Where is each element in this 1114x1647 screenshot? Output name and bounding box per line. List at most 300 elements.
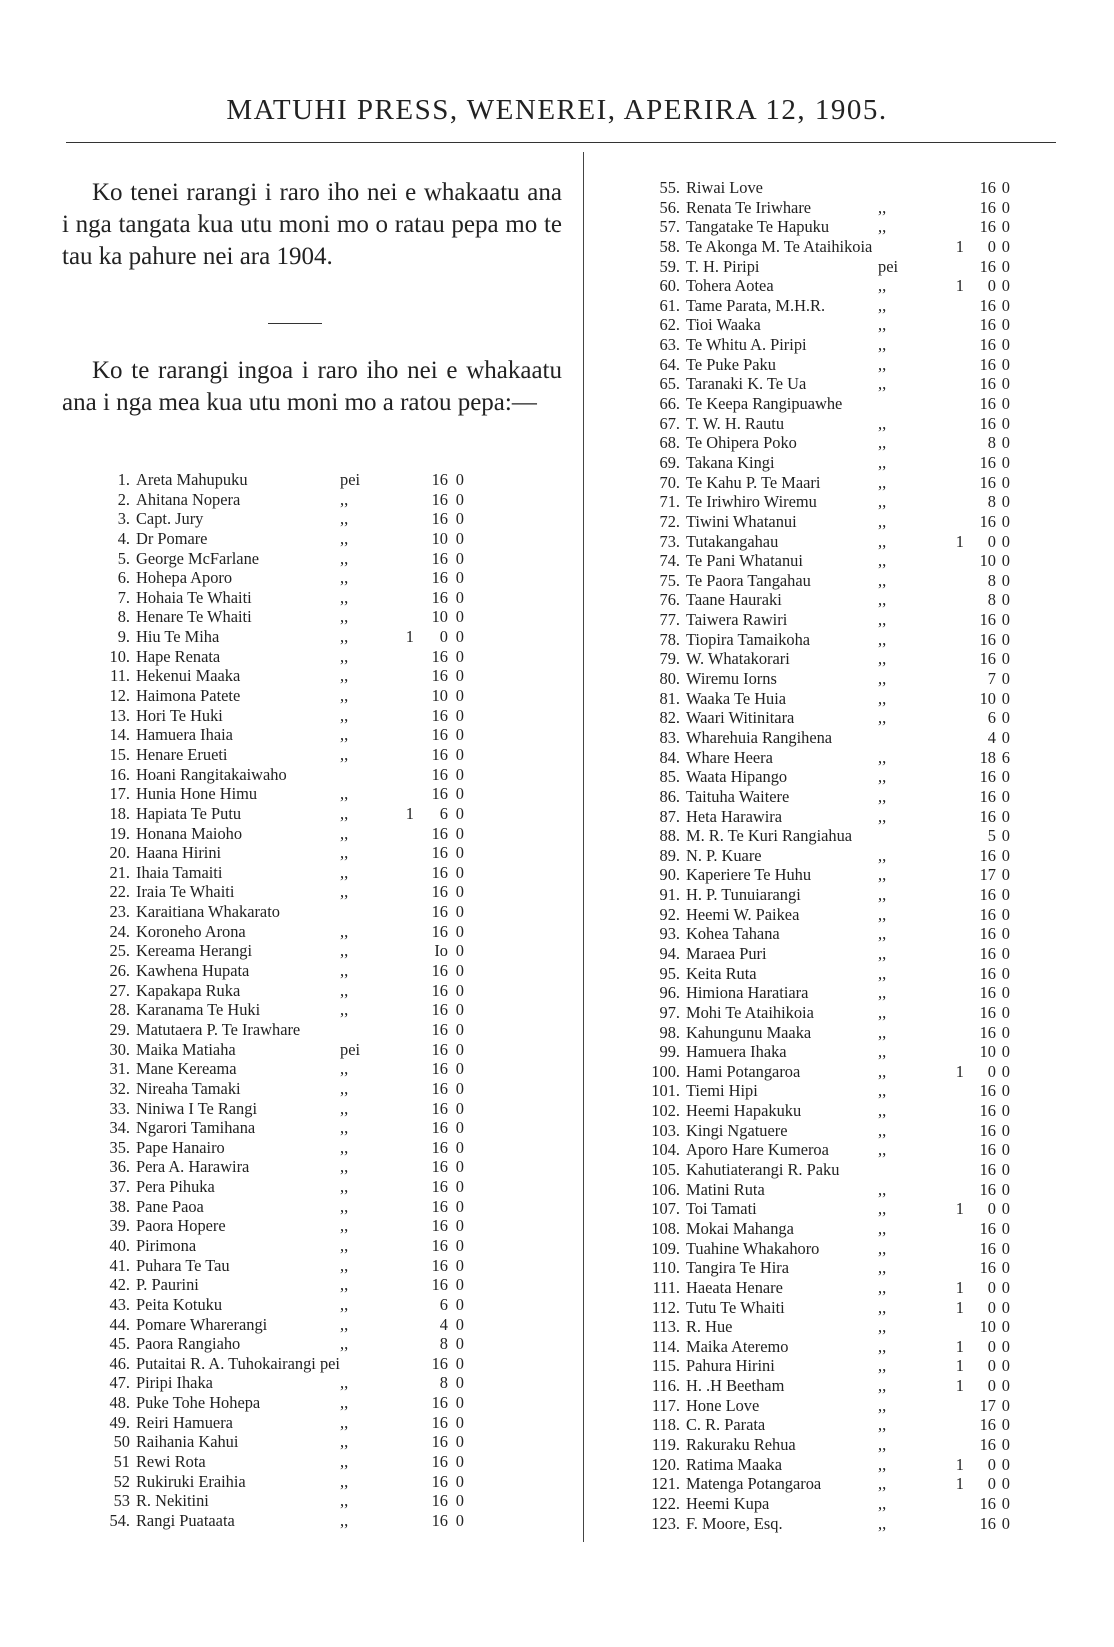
amount-pence: 0: [1001, 452, 1010, 472]
subscriber-name: Paora Hopere: [136, 1216, 226, 1236]
subscriber-name: Henare Te Whaiti: [136, 607, 252, 627]
entry-number: 29.: [109, 1019, 130, 1039]
subscriber-name: Hunia Hone Himu: [136, 784, 258, 804]
subscriber-name: Kahungunu Maaka: [686, 1022, 812, 1042]
amount-shillings: Io: [434, 941, 448, 961]
amount-shillings: 16: [979, 413, 996, 433]
entry-number: 79.: [659, 649, 680, 669]
amount-pounds: 1: [955, 1297, 964, 1317]
subscriber-name: Piripi Ihaka: [136, 1373, 213, 1393]
amount-shillings: 16: [979, 629, 996, 649]
entry-number: 94.: [659, 943, 680, 963]
subscriber-row: [640, 433, 1070, 453]
ditto-mark: ,,: [340, 1255, 349, 1275]
subscriber-name: Renata Te Iriwhare: [686, 197, 812, 217]
entry-number: 118.: [651, 1415, 680, 1435]
amount-shillings: 8: [987, 492, 996, 512]
subscriber-row: [90, 863, 520, 883]
amount-shillings: 16: [979, 786, 996, 806]
subscriber-name: Te Paora Tangahau: [686, 570, 811, 590]
subscriber-row: [90, 509, 520, 529]
subscriber-row: [90, 981, 520, 1001]
ditto-mark: ,,: [340, 862, 349, 882]
subscriber-name: Whare Heera: [686, 747, 773, 767]
subscriber-row: [90, 922, 520, 942]
amount-pence: 0: [455, 1275, 464, 1295]
ditto-mark: ,,: [878, 335, 887, 355]
subscriber-name: Heemi Kupa: [686, 1493, 770, 1513]
subscriber-row: [90, 843, 520, 863]
subscriber-name: Karaitiana Whakarato: [136, 902, 280, 922]
ditto-mark: ,,: [878, 1277, 887, 1297]
subscriber-name: Kahutiaterangi R. Paku: [686, 1160, 840, 1180]
amount-pence: 0: [455, 470, 464, 489]
subscriber-row: [640, 1062, 1070, 1082]
amount-shillings: 16: [431, 843, 448, 863]
subscriber-row: [90, 1432, 520, 1452]
subscriber-row: [90, 647, 520, 667]
amount-shillings: 16: [431, 1157, 448, 1177]
subscriber-name: Tiemi Hipi: [686, 1081, 758, 1101]
ditto-mark: ,,: [340, 725, 349, 745]
intro-paragraph-1: Ko tenei rarangi i raro iho nei e whakaatu ana i nga tangata kua utu moni mo o ratau pepa mo te tau ka pahure nei ara 1904.: [62, 179, 562, 270]
subscriber-name: Te Keepa Rangipuawhe: [686, 394, 843, 414]
entry-number: 17.: [109, 784, 130, 804]
subscriber-name: Kapakapa Ruka: [136, 980, 241, 1000]
ditto-mark: ,,: [340, 961, 349, 981]
entry-number: 34.: [109, 1118, 130, 1138]
entry-number: 58.: [659, 236, 680, 256]
entry-number: 69.: [659, 452, 680, 472]
subscriber-name: Tutakangahau: [686, 531, 779, 551]
amount-pence: 0: [455, 1137, 464, 1157]
amount-pence: 0: [1001, 1317, 1010, 1337]
subscriber-name: Tiopira Tamaikoha: [686, 629, 811, 649]
amount-pence: 0: [1001, 1258, 1010, 1278]
entry-number: 57.: [659, 217, 680, 237]
subscriber-name: Tuahine Whakahoro: [686, 1238, 820, 1258]
subscriber-name: George McFarlane: [136, 548, 260, 568]
entry-number: 60.: [659, 276, 680, 296]
ditto-mark: ,,: [878, 1356, 887, 1376]
entry-number: 4.: [117, 528, 130, 548]
subscriber-row: [90, 1059, 520, 1079]
ditto-mark: ,,: [340, 1452, 349, 1472]
amount-pence: 0: [455, 666, 464, 686]
subscriber-row: [640, 1140, 1070, 1160]
amount-pence: 0: [455, 686, 464, 706]
amount-pence: 0: [1001, 413, 1010, 433]
ditto-mark: ,,: [340, 587, 349, 607]
amount-shillings: 16: [979, 806, 996, 826]
amount-pence: 0: [1001, 394, 1010, 414]
amount-shillings: 16: [431, 1393, 448, 1413]
entry-number: 2.: [117, 489, 130, 509]
subscriber-row: [640, 1278, 1070, 1298]
amount-shillings: 16: [431, 1196, 448, 1216]
amount-shillings: 16: [431, 784, 448, 804]
amount-pence: 0: [1001, 1101, 1010, 1121]
ditto-mark: ,,: [878, 1199, 887, 1219]
amount-pence: 0: [1001, 511, 1010, 531]
ditto-mark: ,,: [340, 921, 349, 941]
ditto-mark: ,,: [340, 1216, 349, 1236]
amount-shillings: 16: [979, 885, 996, 905]
amount-shillings: 16: [979, 904, 996, 924]
ditto-mark: ,,: [340, 1078, 349, 1098]
entry-number: 73.: [659, 531, 680, 551]
subscriber-name: Maika Ateremo: [686, 1336, 789, 1356]
ditto-mark: ,,: [878, 551, 887, 571]
amount-pence: 0: [455, 764, 464, 784]
subscriber-row: [640, 1239, 1070, 1259]
entry-number: 84.: [659, 747, 680, 767]
amount-pence: 0: [1001, 1218, 1010, 1238]
subscriber-name: Henare Erueti: [136, 744, 228, 764]
amount-shillings: 16: [431, 548, 448, 568]
entry-number: 85.: [659, 767, 680, 787]
subscriber-name: Pahura Hirini: [686, 1356, 775, 1376]
subscriber-row: [90, 529, 520, 549]
entry-number: 122.: [651, 1493, 680, 1513]
amount-pence: 0: [1001, 1061, 1010, 1081]
subscriber-name: Hamuera Ihaia: [136, 725, 233, 745]
subscriber-name: Te Kahu P. Te Maari: [686, 472, 821, 492]
subscriber-name: Hone Love: [686, 1395, 760, 1415]
subscriber-row: [90, 607, 520, 627]
entry-number: 81.: [659, 688, 680, 708]
amount-pence: 0: [1001, 1395, 1010, 1415]
ditto-mark: ,,: [340, 607, 349, 627]
subscriber-name: Matenga Potangaroa: [686, 1474, 822, 1494]
entry-number: 33.: [109, 1098, 130, 1118]
subscriber-row: [640, 1160, 1070, 1180]
subscriber-row: [90, 1275, 520, 1295]
column-divider: [583, 152, 584, 1542]
subscriber-name: Ihaia Tamaiti: [136, 862, 223, 882]
subscriber-row: [90, 1256, 520, 1276]
subscriber-name: Matini Ruta: [686, 1179, 765, 1199]
amount-shillings: 16: [431, 1216, 448, 1236]
amount-pence: 0: [1001, 649, 1010, 669]
amount-pence: 0: [455, 1294, 464, 1314]
subscriber-row: [640, 787, 1070, 807]
ditto-mark: ,,: [340, 646, 349, 666]
amount-pence: 0: [1001, 1435, 1010, 1454]
ditto-mark: ,,: [340, 1314, 349, 1334]
entry-number: 103.: [651, 1120, 680, 1140]
amount-shillings: 16: [431, 587, 448, 607]
entry-number: 45.: [109, 1334, 130, 1354]
subscriber-name: Pera A. Harawira: [136, 1157, 250, 1177]
subscriber-name: Honana Maioho: [136, 823, 243, 843]
subscriber-row: [90, 1040, 520, 1060]
ditto-mark: ,,: [340, 1334, 349, 1354]
entry-number: 21.: [109, 862, 130, 882]
amount-shillings: 16: [979, 610, 996, 630]
amount-pence: 0: [455, 941, 464, 961]
ditto-mark: ,,: [878, 472, 887, 492]
amount-pence: 0: [455, 587, 464, 607]
amount-shillings: 16: [431, 666, 448, 686]
entry-number: 40.: [109, 1235, 130, 1255]
amount-shillings: 18: [979, 747, 996, 767]
amount-shillings: 16: [431, 921, 448, 941]
entry-number: 77.: [659, 610, 680, 630]
entry-number: 23.: [109, 902, 130, 922]
subscriber-name: Pirimona: [136, 1235, 197, 1255]
amount-pence: 0: [455, 1019, 464, 1039]
amount-shillings: 8: [987, 570, 996, 590]
amount-pence: 0: [455, 1255, 464, 1275]
subscriber-name: Riwai Love: [686, 178, 763, 197]
amount-pence: 0: [455, 1510, 464, 1530]
subscriber-row: [640, 649, 1070, 669]
entry-number: 109.: [651, 1238, 680, 1258]
amount-shillings: 16: [431, 1452, 448, 1472]
amount-shillings: 16: [431, 862, 448, 882]
amount-shillings: 16: [431, 882, 448, 902]
ditto-mark: ,,: [340, 882, 349, 902]
amount-shillings: 16: [979, 374, 996, 394]
amount-pence: 0: [1001, 1120, 1010, 1140]
amount-shillings: 16: [979, 335, 996, 355]
entry-number: 76.: [659, 590, 680, 610]
amount-shillings: 16: [431, 1098, 448, 1118]
amount-pence: 0: [1001, 845, 1010, 865]
subscriber-name: Te Akonga M. Te Ataihikoia: [686, 236, 873, 256]
entry-number: 54.: [109, 1510, 130, 1530]
subscriber-row: [640, 315, 1070, 335]
entry-number: 120.: [651, 1454, 680, 1474]
amount-pence: 0: [455, 1118, 464, 1138]
amount-pence: 0: [455, 921, 464, 941]
amount-pence: 0: [455, 882, 464, 902]
ditto-mark: ,,: [878, 315, 887, 335]
subscriber-name: Tohera Aotea: [686, 276, 774, 296]
subscriber-name: Peita Kotuku: [136, 1294, 223, 1314]
entry-number: 31.: [109, 1059, 130, 1079]
amount-pence: 0: [1001, 708, 1010, 728]
ditto-mark: ,,: [878, 610, 887, 630]
entry-number: 115.: [651, 1356, 680, 1376]
amount-shillings: 0: [987, 1277, 996, 1297]
subscriber-name: R. Nekitini: [136, 1491, 209, 1511]
subscriber-name: Aporo Hare Kumeroa: [686, 1140, 829, 1160]
amount-pence: 0: [1001, 1454, 1010, 1474]
subscriber-row: [640, 846, 1070, 866]
entry-number: 55.: [659, 178, 680, 197]
subscriber-row: [90, 1000, 520, 1020]
subscriber-name: Puhara Te Tau: [136, 1255, 230, 1275]
subscriber-row: [640, 826, 1070, 846]
amount-shillings: 10: [979, 1042, 996, 1062]
subscriber-row: [640, 630, 1070, 650]
subscriber-row: [640, 1101, 1070, 1121]
amount-pence: 0: [455, 784, 464, 804]
section-rule: [268, 323, 322, 324]
subscriber-row: [640, 1514, 1070, 1534]
amount-shillings: 16: [431, 1078, 448, 1098]
ditto-mark: ,,: [340, 1000, 349, 1020]
amount-pence: 0: [1001, 315, 1010, 335]
amount-shillings: 16: [431, 1177, 448, 1197]
subscriber-list-right: [640, 178, 1070, 1533]
entry-number: 8.: [117, 607, 130, 627]
subscriber-name: Pomare Wharerangi: [136, 1314, 268, 1334]
ditto-mark: ,,: [878, 1435, 887, 1454]
entry-number: 32.: [109, 1078, 130, 1098]
amount-pence: 0: [455, 627, 464, 647]
entry-number: 121.: [651, 1474, 680, 1494]
amount-shillings: 16: [979, 649, 996, 669]
amount-pence: 0: [1001, 1042, 1010, 1062]
amount-pence: 0: [455, 646, 464, 666]
entry-number: 91.: [659, 885, 680, 905]
ditto-mark: ,,: [340, 744, 349, 764]
ditto-mark: ,,: [340, 1373, 349, 1393]
subscriber-name: Himiona Haratiara: [686, 983, 809, 1003]
amount-pence: 0: [1001, 688, 1010, 708]
entry-number: 93.: [659, 924, 680, 944]
subscriber-row: [90, 1099, 520, 1119]
subscriber-row: [640, 1023, 1070, 1043]
entry-number: 86.: [659, 786, 680, 806]
ditto-mark: ,,: [340, 489, 349, 509]
subscriber-row: [640, 1180, 1070, 1200]
subscriber-name: Wharehuia Rangihena: [686, 727, 833, 747]
amount-pence: 0: [1001, 354, 1010, 374]
subscriber-row: [640, 512, 1070, 532]
entry-number: 101.: [651, 1081, 680, 1101]
entry-number: 13.: [109, 705, 130, 725]
subscriber-name: W. Whatakorari: [686, 649, 790, 669]
entry-number: 90.: [659, 865, 680, 885]
ditto-mark: ,,: [340, 1235, 349, 1255]
subscriber-row: [90, 902, 520, 922]
amount-pence: 0: [455, 1059, 464, 1079]
entry-number: 22.: [109, 882, 130, 902]
ditto-mark: ,,: [878, 492, 887, 512]
amount-pence: 0: [455, 725, 464, 745]
ditto-mark: ,,: [878, 1002, 887, 1022]
subscriber-row: [90, 961, 520, 981]
entry-number: 102.: [651, 1101, 680, 1121]
amount-shillings: 16: [431, 1000, 448, 1020]
amount-pence: 0: [1001, 1376, 1010, 1396]
ditto-mark: ,,: [340, 843, 349, 863]
amount-shillings: 16: [979, 767, 996, 787]
ditto-mark: ,,: [878, 747, 887, 767]
amount-shillings: 16: [979, 197, 996, 217]
amount-pence: 0: [455, 1491, 464, 1511]
subscriber-row: [640, 689, 1070, 709]
subscriber-name: Keita Ruta: [686, 963, 757, 983]
subscriber-row: [90, 490, 520, 510]
subscriber-name: Taranaki K. Te Ua: [686, 374, 807, 394]
amount-pence: 0: [1001, 1415, 1010, 1435]
entry-number: 37.: [109, 1177, 130, 1197]
amount-pence: 0: [455, 1373, 464, 1393]
subscriber-row: [640, 590, 1070, 610]
amount-pence: 0: [1001, 826, 1010, 846]
entry-number: 82.: [659, 708, 680, 728]
page-title: MATUHI PRESS, WENEREI, APERIRA 12, 1905.: [226, 94, 888, 126]
subscriber-row: [640, 1415, 1070, 1435]
amount-shillings: 10: [431, 686, 448, 706]
entry-number: 38.: [109, 1196, 130, 1216]
subscriber-row: [90, 1118, 520, 1138]
entry-number: 95.: [659, 963, 680, 983]
subscriber-name: P. Paurini: [136, 1275, 199, 1295]
amount-pence: 0: [455, 528, 464, 548]
ditto-mark: ,,: [878, 806, 887, 826]
ditto-mark: ,,: [878, 590, 887, 610]
subscriber-name: Kawhena Hupata: [136, 961, 250, 981]
ditto-mark: ,,: [878, 1317, 887, 1337]
subscriber-name: Putaitai R. A. Tuhokairangi pei: [136, 1353, 340, 1373]
amount-shillings: 0: [987, 1454, 996, 1474]
amount-shillings: 16: [979, 1493, 996, 1513]
subscriber-name: R. Hue: [686, 1317, 733, 1337]
ditto-mark: ,,: [878, 570, 887, 590]
amount-shillings: 0: [987, 1356, 996, 1376]
subscriber-name: H. .H Beetham: [686, 1376, 785, 1396]
amount-shillings: 8: [987, 433, 996, 453]
amount-pence: 0: [1001, 1199, 1010, 1219]
subscriber-name: Maraea Puri: [686, 943, 767, 963]
ditto-mark: ,,: [340, 1118, 349, 1138]
entry-number: 49.: [109, 1412, 130, 1432]
amount-pence: 0: [455, 1432, 464, 1452]
entry-number: 16.: [109, 764, 130, 784]
ditto-mark: ,,: [878, 413, 887, 433]
amount-pence: 0: [455, 489, 464, 509]
subscriber-row: [90, 1216, 520, 1236]
subscriber-row: [640, 473, 1070, 493]
subscriber-row: [90, 941, 520, 961]
ditto-mark: ,,: [878, 217, 887, 237]
entry-number: 119.: [651, 1435, 680, 1454]
amount-shillings: 6: [439, 1294, 448, 1314]
ditto-mark: ,,: [340, 509, 349, 529]
amount-pence: 0: [455, 1098, 464, 1118]
subscriber-name: M. R. Te Kuri Rangiahua: [686, 826, 853, 846]
subscriber-row: [90, 1354, 520, 1374]
entry-number: 30.: [109, 1039, 130, 1059]
subscriber-name: Takana Kingi: [686, 452, 775, 472]
subscriber-name: Kingi Ngatuere: [686, 1120, 788, 1140]
amount-pence: 0: [455, 509, 464, 529]
amount-pence: 0: [455, 961, 464, 981]
entry-number: 106.: [651, 1179, 680, 1199]
entry-number: 99.: [659, 1042, 680, 1062]
amount-shillings: 0: [439, 627, 448, 647]
ditto-mark: ,,: [878, 708, 887, 728]
subscriber-row: [90, 706, 520, 726]
ditto-mark: ,,: [878, 1238, 887, 1258]
entry-number: 63.: [659, 335, 680, 355]
subscriber-row: [640, 1298, 1070, 1318]
amount-pence: 0: [455, 862, 464, 882]
amount-pence: 0: [455, 1196, 464, 1216]
ditto-mark: ,,: [878, 197, 887, 217]
subscriber-name: Rakuraku Rehua: [686, 1435, 796, 1454]
subscriber-row: [640, 1494, 1070, 1514]
subscriber-row: [640, 865, 1070, 885]
amount-shillings: 16: [979, 178, 996, 197]
subscriber-row: [640, 296, 1070, 316]
